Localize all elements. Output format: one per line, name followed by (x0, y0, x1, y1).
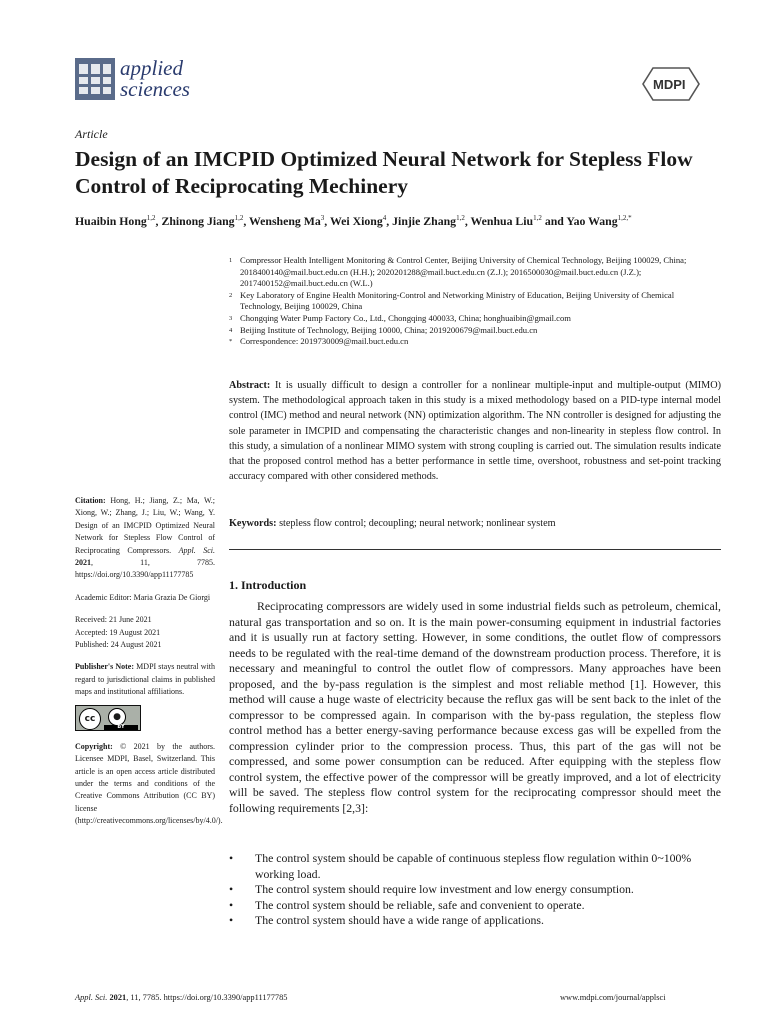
affiliation-item (229, 313, 709, 325)
keywords-label: Keywords: (229, 518, 277, 529)
citation-doi[interactable]: , 11, 7785. https://doi.org/10.3390/app11177785 (75, 558, 215, 580)
list-item (229, 882, 721, 898)
article-type: Article (75, 127, 108, 141)
footer-journal: Appl. Sci. (75, 993, 108, 1002)
affiliation-text: Beijing Institute of Technology, Beijing 10000, China; 2019200679@mail.buct.edu.cn (240, 324, 538, 335)
author-affiliation-mark: 1,2 (533, 214, 542, 223)
author-name: Zhinong Jiang (161, 214, 235, 228)
bullet-icon: • (229, 897, 234, 912)
affiliations (229, 255, 709, 348)
publisher-note (75, 661, 215, 698)
list-item-text: The control system should require low investment and low energy consumption. (255, 882, 634, 896)
bullet-icon: • (229, 882, 234, 896)
keywords (229, 518, 721, 529)
author-separator: , (155, 214, 162, 228)
copyright-text: © 2021 by the authors. Licensee MDPI, Basel, Switzerland. This article is an open access article distributed under the terms and conditions of the Creative Commons Attribution (CC BY) license (http://creativecommons.org/licenses/by/4.0/). (75, 741, 223, 826)
list-item (229, 913, 721, 929)
affiliation-mark: 4 (229, 326, 233, 334)
author-affiliation-mark: 1,2 (234, 214, 244, 223)
affiliation-text: Key Laboratory of Engine Health Monitoring-Control and Networking Ministry of Education, Beijing University of Chemical Technology, Beijing 100029, China (240, 289, 675, 312)
citation-journal: Appl. Sci. (178, 545, 215, 555)
author-name: Jinjie Zhang (392, 214, 457, 228)
affiliation-text: Correspondence: 2019730009@mail.buct.edu.cn (240, 336, 409, 347)
author-separator: , (386, 214, 393, 228)
copyright-label: Copyright: (75, 741, 113, 751)
author-list (75, 214, 735, 229)
footer-citation (75, 993, 287, 1002)
section-heading-introduction: 1. Introduction (229, 578, 307, 592)
attribution-person-icon: ● (108, 708, 126, 726)
abstract-label: Abstract: (229, 380, 271, 391)
journal-name-line1: applied (120, 56, 183, 80)
footer-doi[interactable]: , 11, 7785. https://doi.org/10.3390/app11177785 (126, 993, 288, 1002)
citation-text: Hong, H.; Jiang, Z.; Ma, W.; Xiong, W.; Zhang, J.; Liu, W.; Wang, Y. Design of an IMCPID Optimized Neural Network for Stepless Flow Control of Reciprocating Compressors. (75, 496, 215, 555)
sidebar (75, 495, 223, 828)
introduction-paragraph: Reciprocating compressors are widely used in some industrial fields such as petroleum, chemical, natural gas transportation and so on. It is the main power-consuming equipment in industrial factories and it is usually run at factory setting. However, in some conditions, the outlet flow of compressors needs to be regulated with the real-time demand of the downstream production process. Therefore, it is necessary and meaningful to control the outlet flow of compressors. Many approaches have been proposed, and the by-pass regulation is the simplest and most reliable method [1]. However, this method will cause a huge waste of electricity because the reflux gas will be sent back to the inlet of the compressor to be compressed again. In comparison with the by-pass regulation, the stepless flow control method has a better energy-saving performance because excess gas will be expelled from the compression cylinder prior to the compression process. Thus, this part of the gas will not be compressed, and some power consumption can be reduced. After equipping with the stepless flow control system, the effective power of the compressor will be greatly improved, and a lot of electricity will be saved. The stepless flow control system for the reciprocating compressor should meet the following requirements [2,3]: (229, 599, 721, 815)
author-affiliation-mark: 3 (320, 214, 325, 223)
author-name: Wei Xiong (329, 214, 383, 228)
author-separator: , (243, 214, 249, 228)
affiliation-item (229, 290, 709, 313)
publisher-note-text: MDPI stays neutral with regard to jurisdictional claims in published maps and institutional affiliations. (75, 662, 216, 697)
introduction-body (229, 599, 721, 816)
author-affiliation-mark: 1,2 (146, 214, 156, 223)
author-name: Huaibin Hong (75, 214, 147, 228)
author-name: Wensheng Ma (249, 214, 321, 228)
author-separator: , (464, 214, 471, 228)
list-item-text: The control system should be reliable, safe and convenient to operate. (255, 897, 585, 912)
footer-journal-url[interactable]: www.mdpi.com/journal/applsci (560, 993, 666, 1002)
author-affiliation-mark: 1,2 (456, 214, 465, 223)
author-affiliation-mark: 4 (382, 214, 387, 223)
author-name: Wenhua Liu (470, 214, 534, 228)
bullet-icon: • (229, 851, 234, 865)
footer-year: 2021 (109, 993, 127, 1002)
journal-logo-icon (75, 58, 115, 100)
affiliation-text: Chongqing Water Pump Factory Co., Ltd., Chongqing 400033, China; honghuaibin@gmail.com (240, 312, 571, 323)
publisher-logo (641, 66, 701, 102)
publisher-note-label: Publisher's Note: (75, 662, 135, 672)
received-date: Received: 21 June 2021 (75, 615, 152, 625)
copyright (75, 741, 223, 828)
cc-icon: cc (79, 708, 101, 730)
affiliation-item (229, 255, 709, 290)
affiliation-mark: 3 (229, 314, 233, 322)
affiliation-text: Compressor Health Intelligent Monitoring & Control Center, Beijing University of Chemical Technology, Beijing 100029, China; 2018400140@mail.buct.edu.cn (H.H.); 2020201288@mail.buct.edu.cn (Z.J.); 2016500030@mail.buct.edu.cn (J.Z.); 2017400152@mail.buct.edu.cn (W.L.) (240, 255, 687, 289)
bullet-icon: • (229, 913, 234, 927)
citation-year: 2021 (75, 558, 91, 568)
author-affiliation-mark: 1,2,* (617, 214, 632, 223)
journal-name-line2: sciences (120, 77, 190, 101)
cc-by-license-icon[interactable] (75, 705, 141, 731)
author-separator: , (324, 214, 330, 228)
list-item-text: The control system should have a wide range of applications. (255, 913, 544, 927)
affiliation-item (229, 336, 709, 348)
citation (75, 495, 215, 582)
cc-by-label: BY (104, 725, 138, 730)
journal-name (120, 58, 190, 100)
affiliation-mark: 2 (229, 291, 233, 299)
academic-editor: Academic Editor: Maria Grazia De Giorgi (75, 592, 211, 602)
list-item (229, 898, 721, 914)
publisher-name: MDPI (653, 77, 686, 92)
author-name: Yao Wang (566, 214, 618, 228)
abstract-text: It is usually difficult to design a controller for a nonlinear multiple-input and multiple-output (MIMO) system. The methodological approach taken in this study is a mixed methodology based on a PID-type internal model control (IMC) method and neural network (NN) optimization algorithm. The NN controller is designed for adjusting the sole parameter in IMCPID and compensating the characteristic changes and non-linearity in stepless flow control. In this study, a simulation of a nonlinear MIMO system with strong coupling is carried out. The simulation results indicate that the proposed control method has a better performance in settle time, overshoot, robustness and set-point tracking accuracy compared with other considered methods. (229, 380, 721, 483)
accepted-date: Accepted: 19 August 2021 (75, 627, 161, 637)
list-item (229, 851, 721, 882)
abstract (229, 378, 721, 484)
citation-label: Citation: (75, 496, 106, 505)
section-divider (229, 549, 721, 550)
article-title: Design of an IMCPID Optimized Neural Network for Stepless Flow Control of Reciprocating Mechinery (75, 147, 693, 198)
requirements-list (229, 851, 721, 929)
affiliation-mark: * (229, 338, 233, 346)
affiliation-item (229, 325, 709, 337)
author-separator: and (541, 214, 567, 228)
list-item-text: The control system should be capable of continuous stepless flow regulation within 0~100% working load. (255, 851, 692, 881)
affiliation-mark: 1 (229, 257, 233, 264)
keywords-text: stepless flow control; decoupling; neural network; nonlinear system (279, 518, 556, 529)
published-date: Published: 24 August 2021 (75, 640, 162, 650)
